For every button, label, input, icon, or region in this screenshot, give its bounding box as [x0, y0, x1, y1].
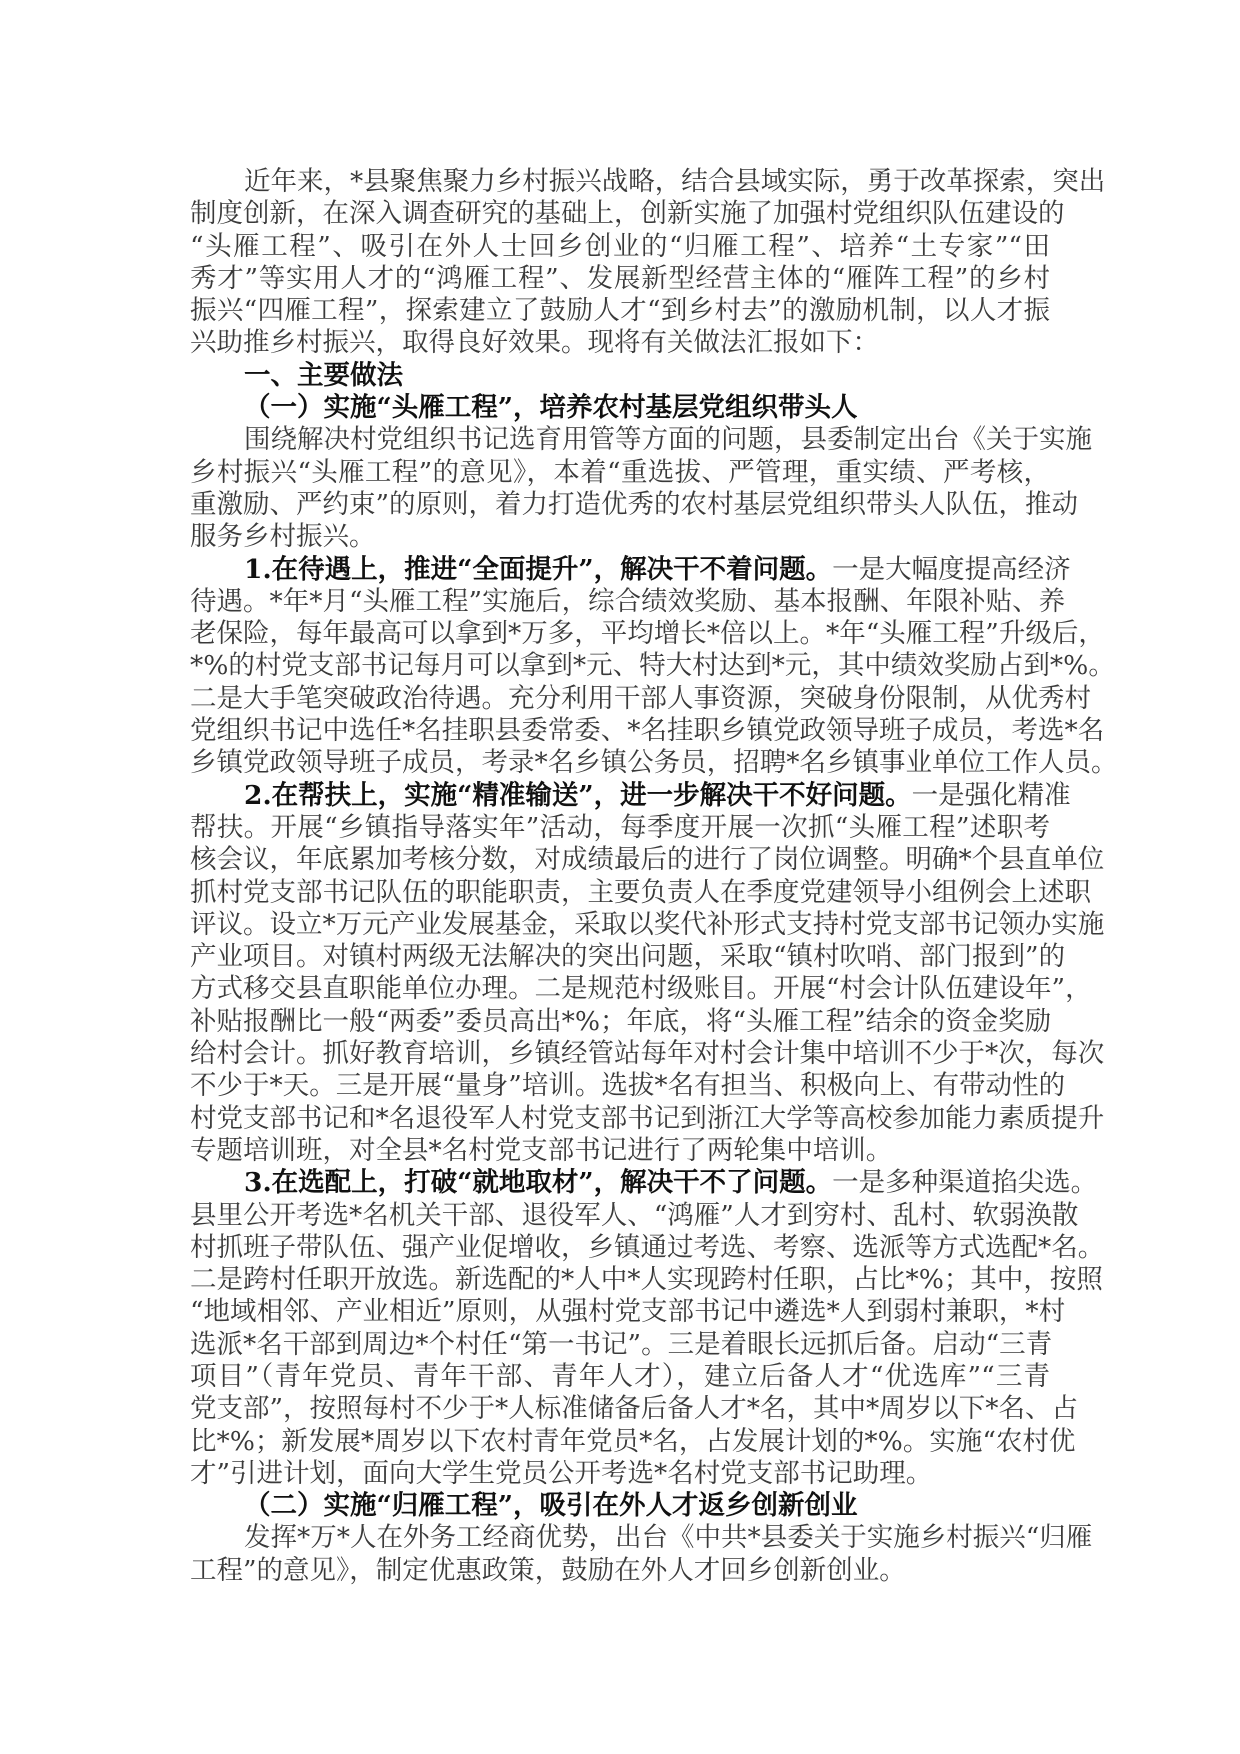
- line-text: 制度创新，在深入调查研究的基础上，创新实施了加强村党组织队伍建设的: [190, 198, 1065, 230]
- line-text: 选派*名干部到周边*个村任“第一书记”。三是着眼长远抓后备。启动“三青: [190, 1328, 1053, 1360]
- line-text: 才”引进计划，面向大学生党员公开考选*名村党支部书记助理。: [190, 1457, 933, 1489]
- section-heading: [190, 392, 1050, 424]
- line-text: 工程”的意见》，制定优惠政策，鼓励在外人才回乡创新创业。: [190, 1554, 906, 1586]
- paragraph: [190, 1167, 1105, 1490]
- line-text: 近年来，*县聚焦聚力乡村振兴战略，结合县域实际，勇于改革探索，突出: [244, 166, 1106, 197]
- text-line: [190, 1038, 1105, 1070]
- line-text: 给村会计。抓好教育培训，乡镇经管站每年对村会计集中培训不少于*次，每次: [190, 1038, 1105, 1070]
- text-line: [190, 908, 1105, 941]
- text-line: [190, 844, 1105, 876]
- text-line: [190, 1264, 1103, 1296]
- line-text: （二）实施“归雁工程”，吸引在外人才返乡创新创业: [244, 1490, 858, 1522]
- text-line: [190, 779, 1071, 812]
- line-text: 老保险，每年最高可以拿到*万多，平均增长*倍以上。*年“头雁工程”升级后，: [190, 618, 1105, 650]
- line-text: （一）实施“头雁工程”，培养农村基层党组织带头人: [244, 392, 858, 424]
- item-lead-heading: 2.在帮扶上，实施“精准输送”，进一步解决干不好问题。: [244, 779, 912, 811]
- line-text: 不少于*天。三是开展“量身”培训。选拔*名有担当、积极向上、有带动性的: [190, 1070, 1066, 1102]
- line-text: *%的村党支部书记每月可以拿到*元、特大村达到*元，其中绩效奖励占到*%。: [190, 650, 1115, 682]
- text-line: [190, 585, 1066, 618]
- line-text: 党组织书记中选任*名挂职县委常委、*名挂职乡镇党政领导班子成员，考选*名: [190, 715, 1105, 747]
- line-text: 补贴报酬比一般“两委”委员高出*%；年底，将“头雁工程”结余的资金奖励: [190, 1005, 1052, 1037]
- line-text: 二是大手笔突破政治待遇。充分利用干部人事资源，突破身份限制，从优秀村: [190, 682, 1091, 714]
- text-line: [190, 488, 1079, 521]
- text-line: [190, 1135, 1050, 1167]
- text-line: [190, 1425, 1076, 1458]
- text-line: [190, 812, 1050, 844]
- item-lead-heading: 3.在选配上，打破“就地取材”，解决干不了问题。: [244, 1167, 833, 1199]
- text-line: [190, 392, 1050, 424]
- text-line: [190, 1361, 1050, 1393]
- text-line: [190, 521, 1050, 553]
- text-line: [190, 263, 1050, 295]
- text-line: [190, 1167, 1098, 1199]
- text-line: [190, 1393, 1079, 1425]
- text-line: [190, 1296, 1066, 1328]
- text-line: [190, 618, 1105, 650]
- text-line: [190, 457, 1050, 489]
- line-text: 秀才”等实用人才的“鸿雁工程”、发展新型经营主体的“雁阵工程”的乡村: [190, 262, 1050, 294]
- line-text: 发挥*万*人在外务工经商优势，出台《中共*县委关于实施乡村振兴“归雁: [244, 1522, 1093, 1554]
- text-line: [190, 1328, 1053, 1361]
- line-text: 评议。设立*万元产业发展基金，采取以奖代补形式支持村党支部书记领办实施: [190, 908, 1105, 940]
- line-text: 振兴“四雁工程”，探索建立了鼓励人才“到乡村去”的激励机制，以人才振: [190, 295, 1050, 327]
- paragraph: [190, 166, 1106, 360]
- section-heading: [190, 1490, 1050, 1522]
- text-line: [190, 1070, 1066, 1102]
- line-text: 一是多种渠道掐尖选。: [832, 1167, 1098, 1199]
- text-line: [190, 1102, 1105, 1135]
- line-text: 乡村振兴“头雁工程”的意见》，本着“重选拔、严管理，重实绩、严考核，: [190, 456, 1050, 488]
- line-text: 党支部”，按照每村不少于*人标准储备后备人才*名，其中*周岁以下*名、占: [190, 1393, 1079, 1425]
- text-line: [190, 650, 1115, 682]
- line-text: 二是跨村任职开放选。新选配的*人中*人实现跨村任职，占比*%；其中，按照: [190, 1264, 1103, 1296]
- line-text: 重激励、严约束”的原则，着力打造优秀的农村基层党组织带头人队伍，推动: [190, 488, 1079, 520]
- line-text: 村抓班子带队伍、强产业促增收，乡镇通过考选、考察、选派等方式选配*名。: [190, 1231, 1105, 1263]
- document-page: [190, 166, 1118, 1587]
- text-line: [190, 941, 1066, 973]
- line-text: 比*%；新发展*周岁以下农村青年党员*名，占发展计划的*%。实施“农村优: [190, 1425, 1076, 1457]
- text-line: [190, 1458, 1050, 1490]
- line-text: 专题培训班，对全县*名村党支部书记进行了两轮集中培训。: [190, 1134, 893, 1166]
- text-line: [190, 747, 1118, 779]
- section-heading: [190, 360, 1050, 392]
- line-text: 一是大幅度提高经济: [832, 553, 1071, 585]
- line-text: 待遇。*年*月“头雁工程”实施后，综合绩效奖励、基本报酬、年限补贴、养: [190, 585, 1066, 617]
- line-text: 抓村党支部书记队伍的职能职责，主要负责人在季度党建领导小组例会上述职: [190, 876, 1091, 908]
- line-text: 兴助推乡村振兴，取得良好效果。现将有关做法汇报如下：: [190, 327, 879, 359]
- text-line: [190, 360, 1050, 392]
- text-line: [190, 876, 1091, 909]
- text-line: [190, 682, 1091, 715]
- text-line: [190, 553, 1071, 586]
- line-text: 方式移交县直职能单位办理。二是规范村级账目。开展“村会计队伍建设年”，: [190, 973, 1092, 1005]
- text-line: [190, 295, 1050, 327]
- text-line: [190, 1522, 1093, 1554]
- line-text: “头雁工程”、吸引在外人士回乡创业的“归雁工程”、培养“土专家”“田: [190, 230, 1050, 262]
- line-text: 项目”（青年党员、青年干部、青年人才），建立后备人才“优选库”“三青: [190, 1360, 1050, 1392]
- item-lead-heading: 1.在待遇上，推进“全面提升”，解决干不着问题。: [244, 553, 833, 585]
- text-line: [190, 1555, 1050, 1587]
- text-line: [190, 1490, 1050, 1522]
- paragraph: [190, 1522, 1093, 1587]
- text-line: [190, 1199, 1079, 1232]
- line-text: 村党支部书记和*名退役军人村党支部书记到浙江大学等高校参加能力素质提升: [190, 1102, 1105, 1134]
- line-text: 乡镇党政领导班子成员，考录*名乡镇公务员，招聘*名乡镇事业单位工作人员。: [190, 747, 1118, 779]
- text-line: [190, 166, 1106, 198]
- text-line: [190, 1006, 1050, 1038]
- line-text: 一是强化精准: [911, 779, 1071, 811]
- line-text: 县里公开考选*名机关干部、退役军人、“鸿雁”人才到穷村、乱村、软弱涣散: [190, 1199, 1079, 1231]
- paragraph: [190, 553, 1118, 780]
- line-text: 帮扶。开展“乡镇指导落实年”活动，每季度开展一次抓“头雁工程”述职考: [190, 811, 1050, 843]
- line-text: 服务乡村振兴。: [190, 521, 376, 553]
- line-text: 围绕解决村党组织书记选育用管等方面的问题，县委制定出台《关于实施: [244, 424, 1092, 456]
- paragraph: [190, 424, 1092, 553]
- text-line: [190, 327, 1050, 359]
- line-text: 核会议，年底累加考核分数，对成绩最后的进行了岗位调整。明确*个县直单位: [190, 844, 1105, 876]
- line-text: 产业项目。对镇村两级无法解决的突出问题，采取“镇村吹哨、部门报到”的: [190, 941, 1066, 973]
- text-line: [190, 198, 1065, 230]
- text-line: [190, 1231, 1105, 1264]
- line-text: “地域相邻、产业相近”原则，从强村党支部书记中遴选*人到弱村兼职，*村: [190, 1296, 1066, 1328]
- text-line: [190, 715, 1105, 747]
- paragraph: [190, 779, 1105, 1168]
- text-line: [190, 231, 1050, 263]
- text-line: [190, 973, 1092, 1005]
- line-text: 一、主要做法: [244, 359, 403, 391]
- text-line: [190, 424, 1092, 456]
